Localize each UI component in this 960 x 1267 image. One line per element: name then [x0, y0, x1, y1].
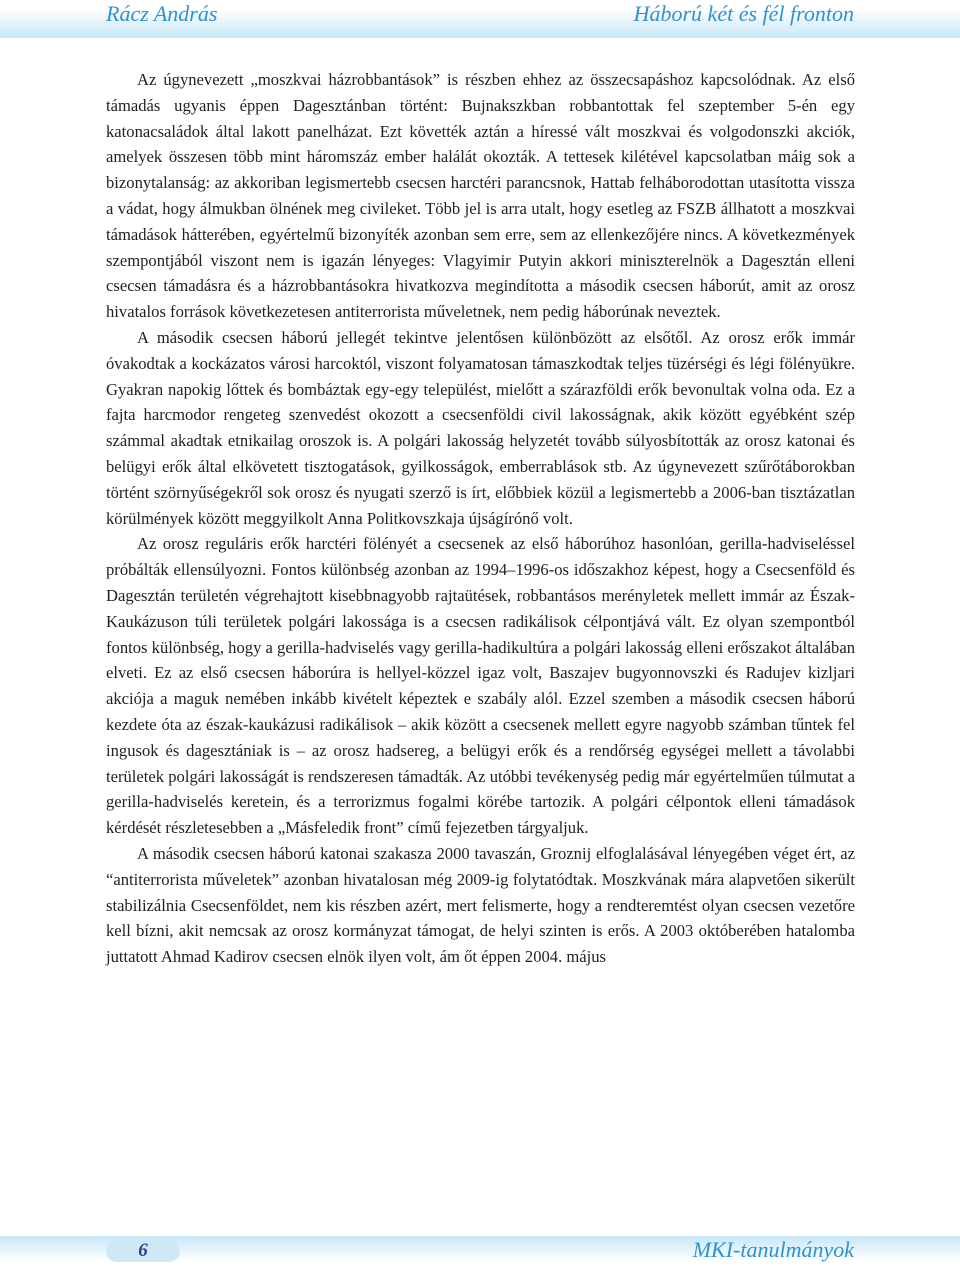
page-header [0, 0, 960, 38]
paragraph-4: A második csecsen háború katonai szakasza 2000 tavaszán, Groznij elfoglalásával lényegében véget ért, az “antiterrorista műveletek” azonban hivatalosan még 2009-ig folytatódtak. Moszkvának mára alapvetően sikerült stabilizálnia Csecsenföldet, nem kis részben azért, mert felismerte, hogy a rendteremtést olyan csecsen vezetőre kell bízni, akit nemcsak az orosz kormányzat támogat, de helyi szinten is erős. A 2003 októberében hatalomba juttatott Ahmad Kadirov csecsen elnök ilyen volt, ám őt éppen 2004. május [106, 843, 855, 967]
footer-publication: MKI-tanulmányok [692, 1237, 854, 1262]
header-title: Háború két és fél fronton [633, 1, 854, 26]
paragraph-2: A második csecsen háború jellegét tekintve jelentősen különbözött az elsőtől. Az orosz erők immár óvakodtak a kockázatos városi harcoktól, viszont folyamatosan támaszkodtak teljes tüzérségi és légi fölényükre. Gyakran napokig lőttek és bombáztak egy-egy települést, mielőtt a szárazföldi erők bevonultak volna oda. Ez a fajta harcmodor rengeteg szenvedést okozott a csecsenföldi civil lakosságnak, akik között egyébként szép számmal akadtak etnikailag oroszok is. A polgári lakosság helyzetét tovább súlyosbították az orosz katonai és belügyi erők által elkövetett tisztogatások, gyilkosságok, emberrablások stb. Az úgynevezett szűrőtáborokban történt szörnyűségekről sok orosz és nyugati szerző is írt, előbbiek közül a legismertebb a 2006-ban tisztázatlan körülmények között meggyilkolt Anna Politkovszkaja újságírónő volt. [106, 327, 855, 528]
page-footer [0, 1236, 960, 1267]
paragraph-1: Az úgynevezett „moszkvai házrobbantások” is részben ehhez az összecsapáshoz kapcsolódnak. Az első támadás ugyanis éppen Dagesztánban történt: Bujnakszkban robbantottak fel szeptember 5-én egy katonacsaládok által lakott panelházat. Ezt követték aztán a híressé vált moszkvai és volgodonszki akciók, amelyek összesen több mint háromszáz ember halálát okozták. A tettesek kilétével kapcsolatban máig sok a bizonytalanság: az akkoriban legismertebb csecsen harctéri parancsnok, Hattab felháborodottan utasította vissza a vádat, hogy álmukban ölnének meg civileket. Több jel is arra utalt, hogy esetleg az FSZB állhatott a moszkvai támadások hátterében, egyértelmű bizonyíték azonban sem erre, sem az ellenkezőjére nincs. A következmények szempontjából viszont nem is igazán lényeges: Vlagyimir Putyin akkori miniszterelnök a Dagesztán elleni csecsen támadásra és a házrobbantásokra hivatkozva megindította a második csecsen háborút, amit az orosz hivatalos források következetesen antiterrorista műveletnek, nem pedig háborúnak neveztek. [106, 70, 855, 322]
body-text [106, 67, 855, 970]
header-author: Rácz András [106, 1, 218, 26]
page-number: 6 [106, 1240, 180, 1262]
paragraph-3: Az orosz reguláris erők harctéri fölényét a csecsenek az első háborúhoz hasonlóan, gerilla-hadviseléssel próbálták ellensúlyozni. Fontos különbség azonban az 1994–1996-os időszakhoz képest, hogy a Csecsenföld és Dagesztán területén végrehajtott kisebbnagyobb rajtaütések, robbantásos merényletek mellett immár az Észak-Kaukázuson túli területek polgári lakossága is a csecsen radikálisok célpontjává vált. Ez olyan szempontból fontos különbség, hogy a gerilla-hadviselés vagy gerilla-hadikultúra a polgári lakosság elleni erőszakot általában elveti. Ez az első csecsen háborúra is hellyel-közzel igaz volt, Baszajev bugyonnovszki és Radujev kizljari akciója a maguk nemében inkább kivételt képeztek e szabály alól. Ezzel szemben a második csecsen háború kezdete óta az észak-kaukázusi radikálisok – akik között a csecsenek mellett egyre nagyobb számban tűntek fel ingusok és dagesztániak is – az orosz hadsereg, a belügyi erők és a rendőrség egységei mellett a távolabbi területek polgári lakosságát is rendszeresen támadták. Az utóbbi tevékenység pedig már egyértelműen túlmutat a gerilla-hadviselés keretein, és a terrorizmus fogalmi körébe tartozik. A polgári célpontok elleni támadások kérdését részletesebben a „Másfeledik front” című fejezetben tárgyaljuk. [106, 534, 855, 838]
